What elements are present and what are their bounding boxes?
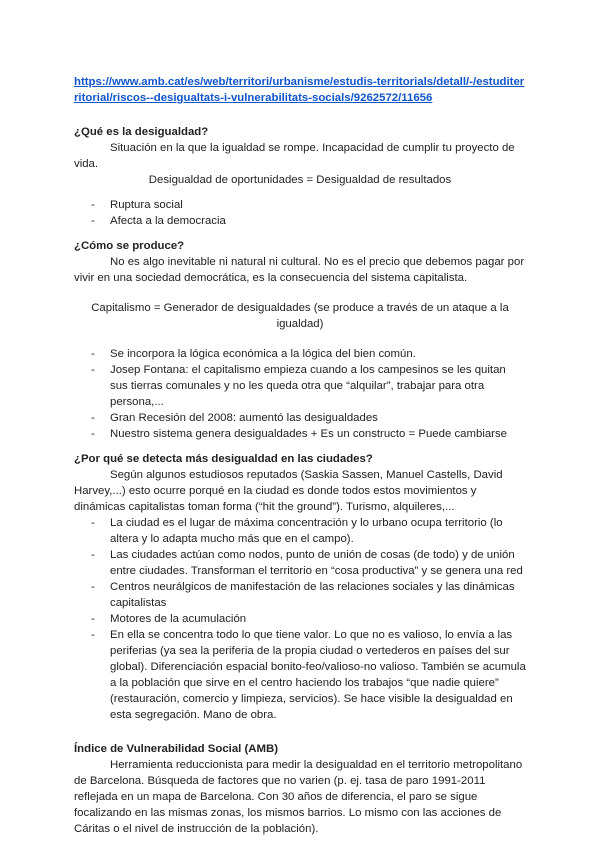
- list-item: - Josep Fontana: el capitalismo empieza cuando a los campesinos se les quitan sus tierras comunales y no les queda otra que “alquilar”, trabajar para otra persona,...: [91, 364, 506, 408]
- paragraph-que-es: Situación en la que la igualdad se rompe. Incapacidad de cumplir tu proyecto de vida.: [74, 142, 515, 170]
- list-que-es: [74, 197, 526, 229]
- list-item: - Motores de la acumulación: [91, 613, 247, 625]
- list-item: - Se incorpora la lógica económica a la lógica del bien común.: [91, 348, 416, 360]
- document-body: [74, 74, 526, 837]
- paragraph-indice-vulnerabilidad: Herramienta reduccionista para medir la desigualdad en el territorio metropolitano de Barcelona. Búsqueda de factores que no varien (p. ej. tasa de paro 1991-2011 reflejada en un mapa de Barcelona. Con 30 años de diferencia, el paro se sigue focalizando en las mismas zonas, los mismos barrios. Lo mismo con las acciones de Cáritas o el nivel de instrucción de la población).: [74, 759, 523, 835]
- list-item: - Afecta a la democracia: [91, 215, 226, 227]
- list-item: - Nuestro sistema genera desigualdades + Es un constructo = Puede cambiarse: [91, 428, 508, 440]
- centered-equation-2: Capitalismo = Generador de desigualdades (se produce a través de un ataque a la igualdad): [91, 302, 509, 330]
- list-item: - Las ciudades actúan como nodos, punto de unión de cosas (de todo) y de unión entre ciudades. Transforman el territorio en “cosa productiva” y se genera una red: [91, 549, 523, 577]
- list-item: - En ella se concentra todo lo que tiene valor. Lo que no es valioso, lo envía a las periferias (ya sea la periferia de la propia ciudad o vertederos en países del sur global). Diferenciación espacial bonito-feo/valioso-no valioso. También se acumula a la población que sirve en el centro haciendo los trabajos “que nadie quiere” (restauración, comercio y limpieza, servicios). Se hace visible la desigualdad en esta segregación. Mano de obra.: [91, 629, 526, 721]
- list-item: - La ciudad es el lugar de máxima concentración y lo urbano ocupa territorio (lo altera y lo adapta mucho más que en el campo).: [91, 517, 503, 545]
- paragraph-por-que-ciudades: Según algunos estudiosos reputados (Saskia Sassen, Manuel Castells, David Harvey,...) esto ocurre porqué en la ciudad es donde todos estos movimientos y dinámicas capitalistas toman forma (“hit the ground”). Turismo, alquileres,...: [74, 469, 503, 513]
- list-como-se-produce: [74, 346, 526, 442]
- list-item: - Centros neurálgicos de manifestación de las relaciones sociales y las dinámicas capitalistas: [91, 581, 515, 609]
- heading-como-se-produce: ¿Cómo se produce?: [74, 240, 185, 252]
- centered-equation-1: Desigualdad de oportunidades = Desigualdad de resultados: [148, 174, 452, 186]
- heading-indice-vulnerabilidad: Índice de Vulnerabilidad Social (AMB): [74, 743, 279, 755]
- list-item: - Gran Recesión del 2008: aumentó las desigualdades: [91, 412, 378, 424]
- paragraph-como-se-produce: No es algo inevitable ni natural ni cultural. No es el precio que debemos pagar por vivir en una sociedad democrática, es la consecuencia del sistema capitalista.: [74, 256, 525, 284]
- heading-por-que-ciudades: ¿Por qué se detecta más desigualdad en las ciudades?: [74, 453, 373, 465]
- source-link[interactable]: https://www.amb.cat/es/web/territori/urbanisme/estudis-territorials/detall/-/estuditerritorial/riscos--desigualtats-i-vulnerabilitats-socials/9262572/11656: [74, 76, 525, 104]
- heading-que-es: ¿Qué es la desigualdad?: [74, 126, 209, 138]
- list-item: - Ruptura social: [91, 199, 183, 211]
- list-por-que-ciudades: [74, 515, 526, 723]
